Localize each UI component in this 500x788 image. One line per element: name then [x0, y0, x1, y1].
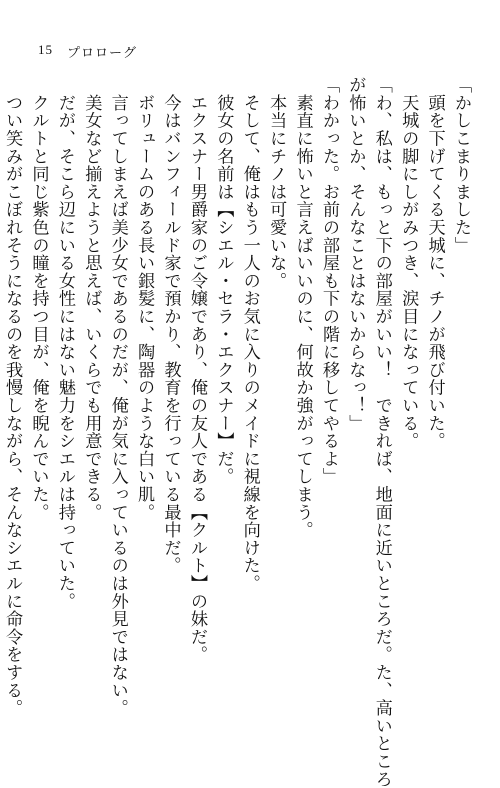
text-line: が怖いとか、そんなことはないからなっ！」 [345, 76, 366, 432]
section-title: プロローグ [67, 46, 138, 61]
running-header [38, 42, 137, 61]
text-line: 素直に怖いと言えばいいのに、何故か強がってしまう。 [292, 76, 313, 539]
text-line: つい笑みがこぼれそうになるのを我慢しながら、そんなシエルに命令をする。 [2, 76, 23, 717]
text-line: クルトと同じ紫色の瞳を持つ目が、俺を睨んでいた。 [28, 76, 49, 521]
text-line: だが、そこら辺にいる女性にはない魅力をシエルは持っていた。 [54, 76, 75, 610]
text-line: 今はバンフィールド家で預かり、教育を行っている最中だ。 [160, 76, 181, 575]
text-line: 「わ、私は、もっと下の部屋がいい！ できれば、地面に近いところだ。た、高いところ [371, 76, 392, 788]
text-line: そして、俺はもう一人のお気に入りのメイドに視線を向けた。 [239, 76, 260, 593]
text-line: 彼女の名前は【シエル・セラ・エクスナー】だ。 [213, 76, 234, 486]
vertical-body-text [2, 76, 474, 788]
text-line: 頭を下げてくる天城に、チノが飛び付いた。 [424, 76, 445, 450]
text-line: エクスナー男爵家のご令嬢であり、俺の友人である【クルト】の妹だ。 [186, 76, 207, 664]
text-line: 天城の脚にしがみつき、涙目になっている。 [398, 76, 419, 450]
text-line: 美女など揃えようと思えば、いくらでも用意できる。 [81, 76, 102, 521]
text-line: 「わかった。お前の部屋も下の階に移してやるよ」 [318, 76, 339, 486]
text-line: 「かしこまりました」 [451, 76, 471, 254]
text-line: ボリュームのある長い銀髪に、陶器のような白い肌。 [134, 76, 155, 521]
text-line: 本当にチノは可愛いな。 [266, 76, 287, 290]
page-number: 15 [38, 42, 53, 57]
text-line: 言ってしまえば美少女であるのだが、俺が気に入っているのは外見ではない。 [107, 76, 128, 717]
